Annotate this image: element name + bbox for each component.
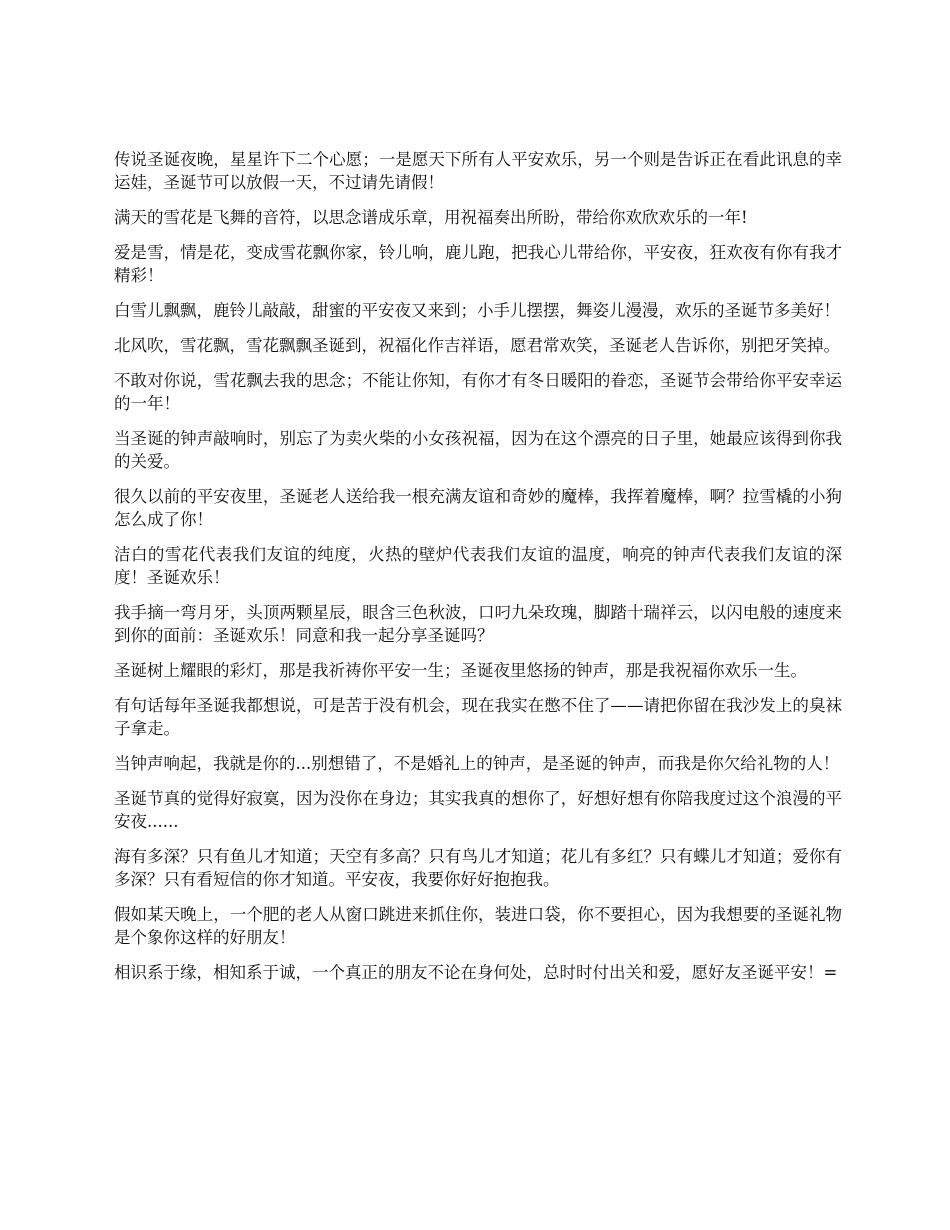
paragraph-17: 相识系于缘，相知系于诚，一个真正的朋友不论在身何处，总时时付出关和爱，愿好友圣诞平安！= xyxy=(114,963,838,982)
paragraph-3: 爱是雪，情是花，变成雪花飘你家，铃儿响，鹿儿跑，把我心儿带给你，平安夜，狂欢夜有你有我才精彩！ xyxy=(114,243,842,285)
paragraph-14: 圣诞节真的觉得好寂寞，因为没你在身边；其实我真的想你了，好想好想有你陪我度过这个浪漫的平安夜...... xyxy=(114,789,842,831)
paragraph-2: 满天的雪花是飞舞的音符，以思念谱成乐章，用祝福奏出所盼，带给你欢欣欢乐的一年! xyxy=(114,208,748,227)
paragraph-6: 不敢对你说，雪花飘去我的思念；不能让你知，有你才有冬日暖阳的眷恋，圣诞节会带给你平安幸运的一年！ xyxy=(114,371,842,413)
paragraph-7: 当圣诞的钟声敲响时，别忘了为卖火柴的小女孩祝福，因为在这个漂亮的日子里，她最应该得到你我的关爱。 xyxy=(114,429,842,471)
paragraph-4: 白雪儿飘飘，鹿铃儿敲敲，甜蜜的平安夜又来到；小手儿摆摆，舞姿儿漫漫，欢乐的圣诞节多美好！ xyxy=(114,301,840,320)
paragraph-12: 有句话每年圣诞我都想说，可是苦于没有机会，现在我实在憋不住了——请把你留在我沙发上的臭袜子拿走。 xyxy=(114,696,842,738)
paragraph-15: 海有多深？只有鱼儿才知道；天空有多高？只有鸟儿才知道；花儿有多红？只有蝶儿才知道；爱你有多深？只有看短信的你才知道。平安夜，我要你好好抱抱我。 xyxy=(114,847,842,889)
paragraph-10: 我手摘一弯月牙，头顶两颗星辰，眼含三色秋波，口叼九朵玫瑰，脚踏十瑞祥云，以闪电般的速度来到你的面前：圣诞欢乐！同意和我一起分享圣诞吗？ xyxy=(114,603,842,645)
paragraph-8: 很久以前的平安夜里，圣诞老人送给我一根充满友谊和奇妙的魔棒，我挥着魔棒，啊？拉雪橇的小狗怎么成了你！ xyxy=(114,487,842,529)
paragraph-16: 假如某天晚上，一个肥的老人从窗口跳进来抓住你，装进口袋，你不要担心，因为我想要的圣诞礼物是个象你这样的好朋友！ xyxy=(114,905,842,947)
paragraph-1: 传说圣诞夜晚，星星许下二个心愿；一是愿天下所有人平安欢乐，另一个则是告诉正在看此讯息的幸运娃，圣诞节可以放假一天，不过请先请假！ xyxy=(114,150,842,192)
paragraph-9: 洁白的雪花代表我们友谊的纯度，火热的壁炉代表我们友谊的温度，响亮的钟声代表我们友谊的深度！圣诞欢乐！ xyxy=(114,545,842,587)
paragraph-5: 北风吹，雪花飘，雪花飘飘圣诞到，祝福化作吉祥语，愿君常欢笑，圣诞老人告诉你，别把牙笑掉。 xyxy=(114,336,840,355)
paragraph-11: 圣诞树上耀眼的彩灯，那是我祈祷你平安一生；圣诞夜里悠扬的钟声，那是我祝福你欢乐一生。 xyxy=(114,661,807,680)
paragraph-13: 当钟声响起，我就是你的...别想错了，不是婚礼上的钟声，是圣诞的钟声，而我是你欠给礼物的人！ xyxy=(114,754,840,773)
document-body xyxy=(114,148,842,996)
